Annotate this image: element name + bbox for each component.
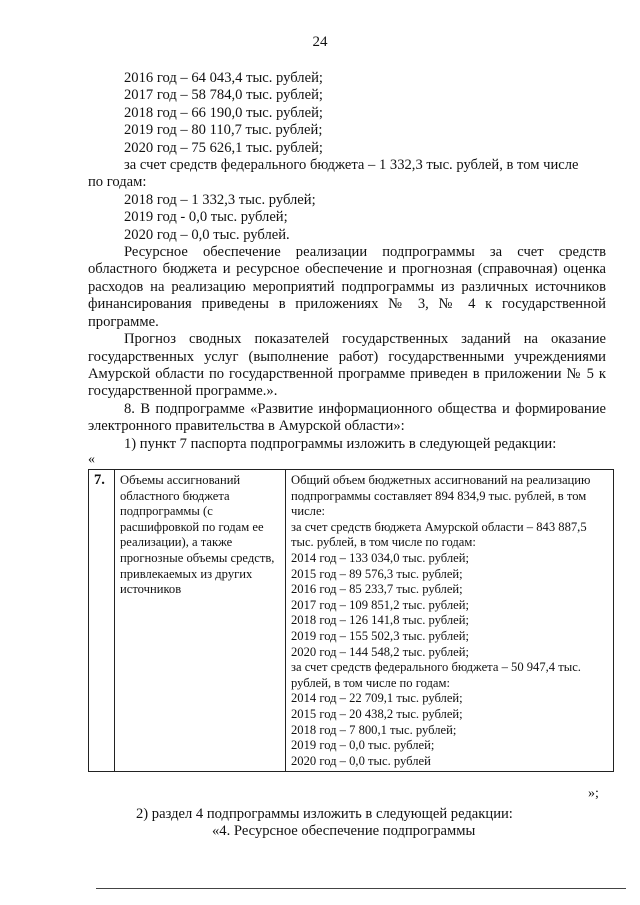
value-line: 2020 год – 0,0 тыс. рублей: [291, 753, 431, 768]
footer-divider: [96, 888, 626, 889]
federal-year-line: 2018 год – 1 332,3 тыс. рублей;: [124, 191, 316, 208]
value-line: 2016 год – 85 233,7 тыс. рублей;: [291, 582, 463, 597]
value-line: 2014 год – 22 709,1 тыс. рублей;: [291, 691, 463, 706]
year-line: 2018 год – 66 190,0 тыс. рублей;: [124, 104, 323, 121]
value-line: рублей, в том числе по годам:: [291, 675, 450, 690]
item-2: 2) раздел 4 подпрограммы изложить в следующей редакции:: [136, 806, 513, 822]
value-line: тыс. рублей, в том числе по годам:: [291, 535, 476, 550]
page-number: 24: [312, 34, 328, 50]
year-line: 2019 год – 80 110,7 тыс. рублей;: [124, 122, 323, 139]
quote-open: «: [88, 452, 95, 467]
row-label: Объемы ассигнований областного бюджета подпрограммы (с расшифровкой по годам ее реализации), а также прогнозные объемы средств, привлекаемых из других источников: [115, 470, 286, 772]
value-line: Общий объем бюджетных ассигнований на реализацию: [291, 473, 591, 487]
quote-close: »;: [588, 786, 599, 801]
federal-year-line: 2020 год – 0,0 тыс. рублей.: [124, 226, 290, 243]
federal-budget-line: за счет средств федерального бюджета – 1 332,3 тыс. рублей, в том числе: [124, 157, 579, 174]
year-line: 2016 год – 64 043,4 тыс. рублей;: [124, 70, 323, 86]
section-heading: «4. Ресурсное обеспечение подпрограммы: [212, 823, 476, 840]
row-number: 7.: [89, 470, 115, 772]
row-value: [286, 470, 614, 772]
document-tail: [88, 806, 606, 841]
value-line: 2015 год – 20 438,2 тыс. рублей;: [291, 706, 463, 721]
table-row: [89, 470, 614, 772]
paragraph-forecast: Прогноз сводных показателей государственных заданий на оказание государственных услуг (выполнение работ) государственными учреждениями Амурской области по государственной программе приведен в приложении № 5 к государственной программе.».: [88, 331, 606, 400]
value-line: 2017 год – 109 851,2 тыс. рублей;: [291, 597, 469, 612]
value-line: 2019 год – 0,0 тыс. рублей;: [291, 738, 435, 753]
paragraph-resource: Ресурсное обеспечение реализации подпрограммы за счет средств областного бюджета и ресурсное обеспечение и прогнозная (справочная) оценка расходов на реализацию мероприятий подпрограммы из различных источников финансирования приведены в приложениях № 3, № 4 к государственной программе.: [88, 244, 606, 330]
year-line: 2020 год – 75 626,1 тыс. рублей;: [124, 139, 323, 156]
year-line: 2017 год – 58 784,0 тыс. рублей;: [124, 87, 323, 104]
value-line: 2019 год – 155 502,3 тыс. рублей;: [291, 628, 469, 643]
value-line: 2020 год – 144 548,2 тыс. рублей;: [291, 644, 469, 659]
passport-table: [88, 469, 614, 772]
value-line: 2015 год – 89 576,3 тыс. рублей;: [291, 566, 463, 581]
value-line: подпрограммы составляет 894 834,9 тыс. рублей, в том: [291, 488, 587, 503]
value-line: за счет средств федерального бюджета – 50 947,4 тыс.: [291, 660, 581, 675]
item-1: 1) пункт 7 паспорта подпрограммы изложить в следующей редакции:: [124, 435, 557, 452]
value-line: за счет средств бюджета Амурской области – 843 887,5: [291, 519, 587, 534]
value-line: числе:: [291, 504, 326, 519]
paragraph-8: 8. В подпрограмме «Развитие информационного общества и формирование электронного правительства в Амурской области»:: [88, 400, 606, 435]
value-line: 2018 год – 7 800,1 тыс. рублей;: [291, 722, 457, 737]
value-line: 2014 год – 133 034,0 тыс. рублей;: [291, 550, 469, 565]
federal-year-line: 2019 год - 0,0 тыс. рублей;: [124, 209, 288, 226]
document-body: [88, 70, 606, 453]
value-line: 2018 год – 126 141,8 тыс. рублей;: [291, 613, 469, 628]
federal-budget-line-cont: по годам:: [88, 174, 147, 191]
